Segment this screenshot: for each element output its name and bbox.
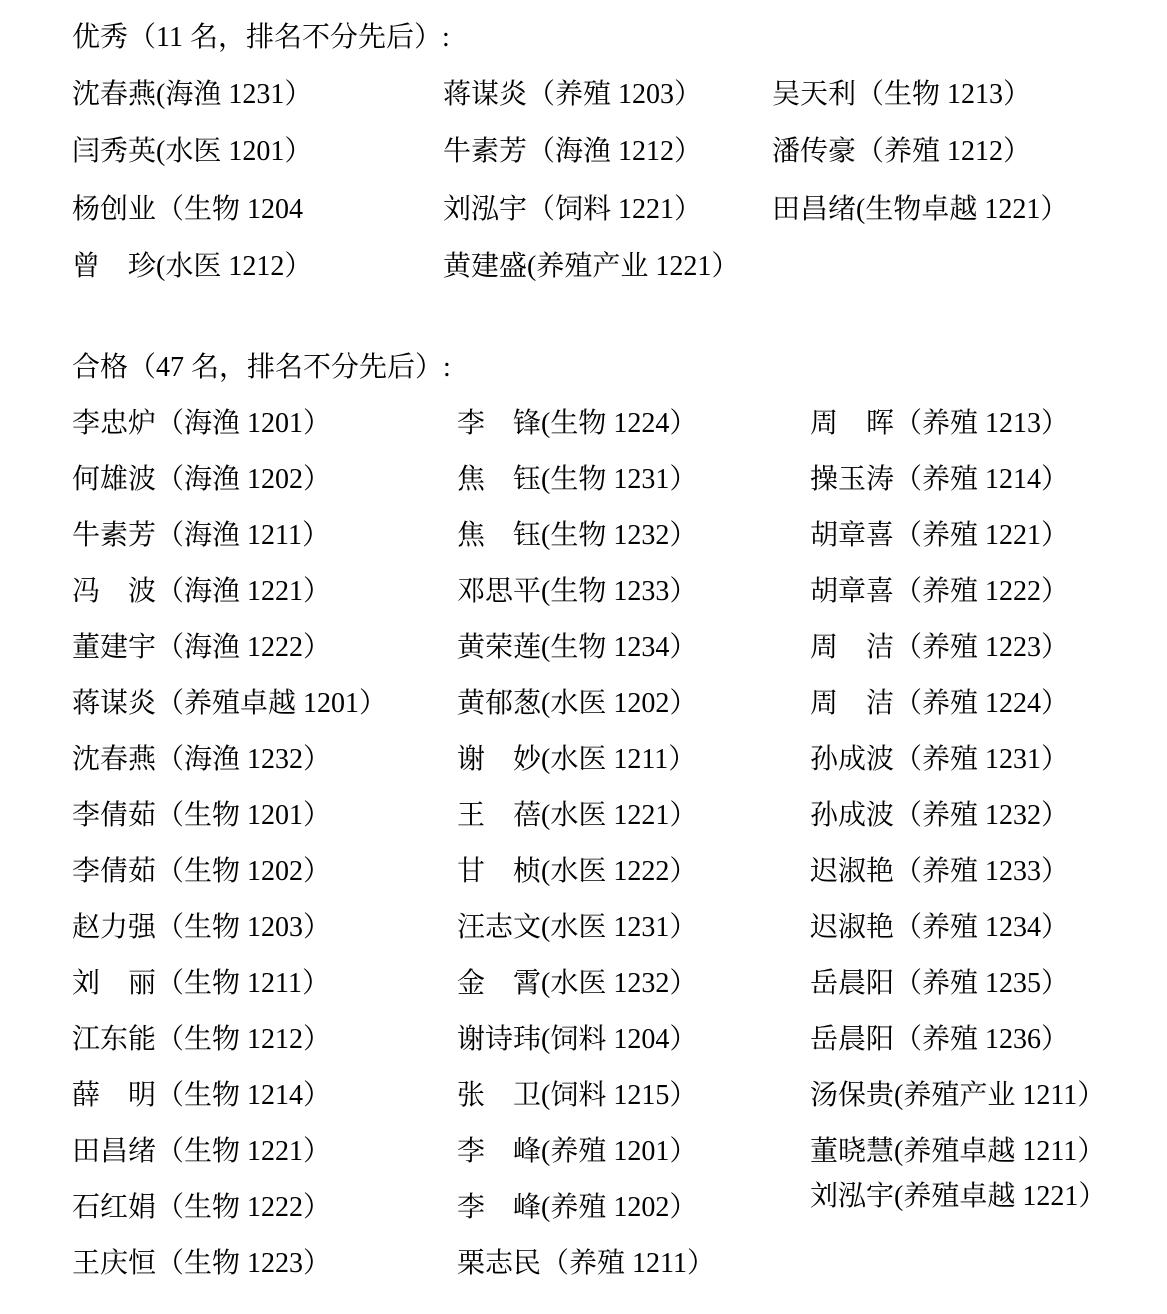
table-row [72, 393, 1167, 449]
table-row [72, 236, 1167, 293]
table-row [72, 63, 1167, 120]
entry-cell: 董晓慧(养殖卓越 1211） [810, 1136, 1106, 1168]
entry-cell: 黄建盛(养殖产业 1221） [443, 251, 740, 283]
table-row [72, 729, 1167, 785]
section-rows-qualified [72, 393, 1167, 1289]
entry-cell: 刘 丽（生物 1211） [72, 968, 330, 1000]
entry-cell: 沈春燕(海渔 1231） [72, 79, 313, 111]
section-excellent [72, 6, 1167, 293]
entry-cell: 谢诗玮(饲料 1204） [457, 1024, 698, 1056]
table-row [72, 1233, 1167, 1289]
entry-cell: 沈春燕（海渔 1232） [72, 744, 332, 776]
entry-cell: 石红娟（生物 1222） [72, 1192, 332, 1224]
entry-cell: 周 洁（养殖 1223） [810, 632, 1070, 664]
entry-cell: 李忠炉（海渔 1201） [72, 408, 332, 440]
entry-cell: 张 卫(饲料 1215） [457, 1080, 698, 1112]
entry-cell: 黄郁葱(水医 1202） [457, 688, 698, 720]
entry-cell: 王庆恒（生物 1223） [72, 1248, 332, 1280]
entry-cell: 迟淑艳（养殖 1234） [810, 912, 1070, 944]
table-row [72, 1065, 1167, 1121]
entry-cell: 操玉涛（养殖 1214） [810, 464, 1070, 496]
entry-cell: 何雄波（海渔 1202） [72, 464, 332, 496]
entry-cell: 李 峰(养殖 1202） [457, 1192, 698, 1224]
entry-cell: 牛素芳（海渔 1212） [443, 136, 703, 168]
entry-cell: 孙成波（养殖 1232） [810, 800, 1070, 832]
entry-cell: 李倩茹（生物 1201） [72, 800, 332, 832]
entry-cell: 迟淑艳（养殖 1233） [810, 856, 1070, 888]
table-row [72, 449, 1167, 505]
table-row [72, 673, 1167, 729]
table-row [72, 1009, 1167, 1065]
table-row [72, 505, 1167, 561]
entry-cell: 黄荣莲(生物 1234） [457, 632, 698, 664]
entry-cell: 栗志民（养殖 1211） [457, 1248, 715, 1280]
entry-cell: 谢 妙(水医 1211） [457, 744, 697, 776]
entry-cell: 曾 珍(水医 1212） [72, 251, 313, 283]
table-row [72, 953, 1167, 1009]
section-header-qualified: 合格（47 名，排名不分先后）: [72, 351, 451, 383]
table-row [72, 841, 1167, 897]
table-row [72, 785, 1167, 841]
entry-cell: 甘 桢(水医 1222） [457, 856, 698, 888]
entry-cell: 刘泓宇(养殖卓越 1221） [810, 1181, 1107, 1213]
entry-cell: 邓思平(生物 1233） [457, 576, 698, 608]
entry-cell: 焦 钰(生物 1232） [457, 520, 698, 552]
entry-cell: 李 锋(生物 1224） [457, 408, 698, 440]
entry-cell: 赵力强（生物 1203） [72, 912, 332, 944]
entry-cell: 薛 明（生物 1214） [72, 1080, 332, 1112]
section-qualified [72, 336, 1167, 1289]
entry-cell: 孙成波（养殖 1231） [810, 744, 1070, 776]
entry-cell: 董建宇（海渔 1222） [72, 632, 332, 664]
table-row [72, 561, 1167, 617]
entry-cell: 汪志文(水医 1231） [457, 912, 698, 944]
entry-cell: 冯 波（海渔 1221） [72, 576, 332, 608]
entry-cell: 刘泓宇（饲料 1221） [443, 193, 703, 225]
table-row [72, 897, 1167, 953]
table-row [72, 1121, 1167, 1177]
entry-cell: 岳晨阳（养殖 1236） [810, 1024, 1070, 1056]
entry-cell: 岳晨阳（养殖 1235） [810, 968, 1070, 1000]
table-row [72, 121, 1167, 178]
entry-cell: 汤保贵(养殖产业 1211） [810, 1080, 1106, 1112]
entry-cell: 杨创业（生物 1204 [72, 193, 304, 225]
entry-cell: 胡章喜（养殖 1221） [810, 520, 1070, 552]
table-row [72, 617, 1167, 673]
entry-cell: 李 峰(养殖 1201） [457, 1136, 698, 1168]
entry-cell: 田昌绪(生物卓越 1221） [772, 193, 1069, 225]
entry-cell: 周 晖（养殖 1213） [810, 408, 1070, 440]
entry-cell: 焦 钰(生物 1231） [457, 464, 698, 496]
entry-cell: 牛素芳（海渔 1211） [72, 520, 330, 552]
entry-cell: 李倩茹（生物 1202） [72, 856, 332, 888]
entry-cell: 蒋谋炎（养殖卓越 1201） [72, 688, 388, 720]
table-row [72, 178, 1167, 235]
entry-cell: 周 洁（养殖 1224） [810, 688, 1070, 720]
entry-cell: 闫秀英(水医 1201） [72, 136, 313, 168]
entry-cell: 王 蓓(水医 1221） [457, 800, 698, 832]
section-rows-excellent [72, 63, 1167, 293]
section-header-excellent: 优秀（11 名，排名不分先后）: [72, 21, 450, 53]
entry-cell: 金 霄(水医 1232） [457, 968, 698, 1000]
table-row [72, 1177, 1167, 1233]
entry-cell: 潘传豪（养殖 1212） [772, 136, 1032, 168]
entry-cell: 田昌绪（生物 1221） [72, 1136, 332, 1168]
entry-cell: 吴天利（生物 1213） [772, 79, 1032, 111]
entry-cell: 蒋谋炎（养殖 1203） [443, 79, 703, 111]
entry-cell: 胡章喜（养殖 1222） [810, 576, 1070, 608]
entry-cell: 江东能（生物 1212） [72, 1024, 332, 1056]
